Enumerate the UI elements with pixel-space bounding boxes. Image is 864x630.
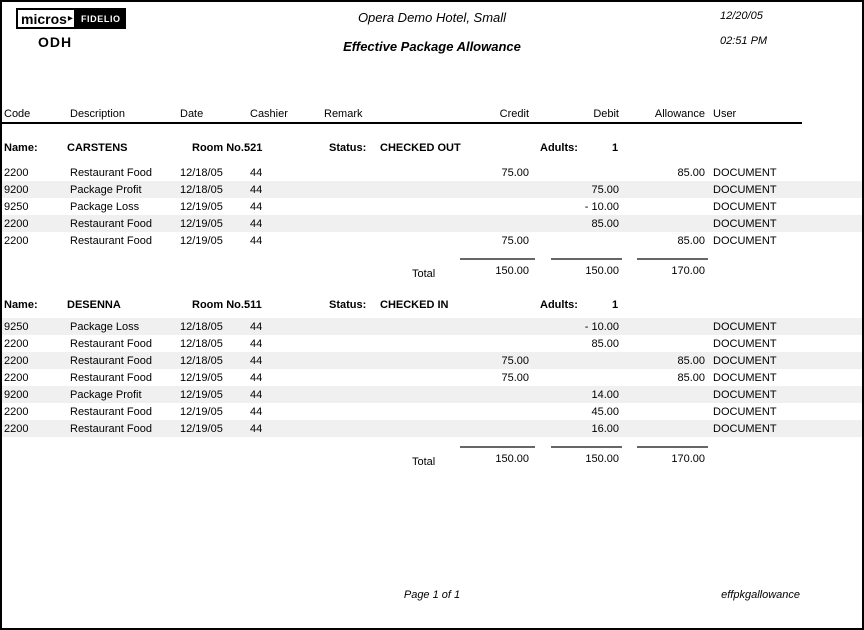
cell-debit: - 10.00 [584, 200, 619, 213]
cell-date: 12/18/05 [180, 320, 223, 333]
cell-description: Restaurant Food [70, 405, 152, 418]
cell-code: 9250 [4, 200, 29, 213]
cell-credit: 75.00 [501, 371, 529, 384]
column-header-row [2, 106, 862, 122]
total-credit: 150.00 [460, 258, 535, 277]
cell-cashier: 44 [250, 166, 263, 179]
report-title: Effective Package Allowance [343, 39, 521, 54]
cell-date: 12/18/05 [180, 183, 223, 196]
cell-cashier: 44 [250, 320, 263, 333]
cell-cashier: 44 [250, 354, 263, 367]
col-header-user: User [713, 108, 737, 120]
cell-date: 12/19/05 [180, 200, 223, 213]
table-row [2, 198, 862, 215]
group-total-row [2, 446, 862, 476]
cell-description: Restaurant Food [70, 217, 152, 230]
cell-user: DOCUMENT [713, 217, 777, 230]
cell-description: Package Profit [70, 183, 142, 196]
col-header-credit: Credit [499, 108, 529, 120]
table-row [2, 232, 862, 249]
report-time: 02:51 PM [720, 35, 768, 47]
table-row [2, 403, 862, 420]
col-header-debit: Debit [593, 108, 619, 120]
cell-user: DOCUMENT [713, 200, 777, 213]
col-header-remark: Remark [324, 108, 363, 120]
col-header-date: Date [180, 108, 204, 120]
cell-cashier: 44 [250, 371, 263, 384]
cell-description: Restaurant Food [70, 166, 152, 179]
cell-description: Restaurant Food [70, 354, 152, 367]
group-header [2, 140, 862, 157]
adults-label: Adults: [540, 142, 578, 154]
group-header [2, 297, 862, 314]
cell-date: 12/19/05 [180, 388, 223, 401]
cell-code: 9250 [4, 320, 29, 333]
cell-credit: 75.00 [501, 166, 529, 179]
cell-date: 12/19/05 [180, 422, 223, 435]
cell-user: DOCUMENT [713, 183, 777, 196]
cell-debit: 14.00 [591, 388, 619, 401]
total-allowance: 170.00 [637, 258, 708, 277]
cell-debit: - 10.00 [584, 320, 619, 333]
cell-cashier: 44 [250, 234, 263, 247]
cell-cashier: 44 [250, 422, 263, 435]
adults-value: 1 [612, 299, 619, 311]
col-header-description: Description [70, 108, 126, 120]
cell-date: 12/19/05 [180, 371, 223, 384]
status-value: CHECKED IN [380, 299, 449, 311]
guest-name: DESENNA [67, 299, 121, 311]
guest-name: CARSTENS [67, 142, 128, 154]
cell-description: Restaurant Food [70, 337, 152, 350]
fidelio-logo-text: FIDELIO [76, 8, 126, 29]
cell-user: DOCUMENT [713, 422, 777, 435]
cell-date: 12/18/05 [180, 337, 223, 350]
room-number: 521 [244, 142, 263, 154]
micros-label: micros [21, 10, 67, 27]
report-body [2, 132, 862, 476]
cell-description: Package Loss [70, 320, 140, 333]
total-debit: 150.00 [551, 258, 622, 277]
table-row [2, 318, 862, 335]
cell-debit: 85.00 [591, 217, 619, 230]
total-label: Total [412, 268, 436, 280]
cell-allowance: 85.00 [677, 166, 705, 179]
table-row [2, 420, 862, 437]
cell-allowance: 85.00 [677, 354, 705, 367]
cell-user: DOCUMENT [713, 388, 777, 401]
cell-code: 9200 [4, 388, 29, 401]
group-rows [2, 318, 862, 437]
cell-code: 2200 [4, 217, 29, 230]
room-label: Room No.: [192, 299, 248, 311]
col-header-code: Code [4, 108, 31, 120]
cell-debit: 75.00 [591, 183, 619, 196]
name-label: Name: [4, 142, 38, 154]
total-allowance: 170.00 [637, 446, 708, 465]
page-number: Page 1 of 1 [403, 589, 461, 601]
table-row [2, 335, 862, 352]
group-total-row [2, 258, 862, 288]
cell-debit: 16.00 [591, 422, 619, 435]
cell-debit: 45.00 [591, 405, 619, 418]
cell-debit: 85.00 [591, 337, 619, 350]
room-label: Room No.: [192, 142, 248, 154]
col-header-allowance: Allowance [654, 108, 705, 120]
table-row [2, 352, 862, 369]
table-row [2, 164, 862, 181]
cell-date: 12/18/05 [180, 166, 223, 179]
table-row [2, 181, 862, 198]
cell-code: 2200 [4, 422, 29, 435]
cell-cashier: 44 [250, 405, 263, 418]
cell-description: Package Profit [70, 388, 142, 401]
cell-user: DOCUMENT [713, 234, 777, 247]
cell-code: 9200 [4, 183, 29, 196]
cell-credit: 75.00 [501, 354, 529, 367]
cell-description: Package Loss [70, 200, 140, 213]
status-value: CHECKED OUT [380, 142, 461, 154]
cell-user: DOCUMENT [713, 405, 777, 418]
total-credit: 150.00 [460, 446, 535, 465]
report-code: effpkgallowance [721, 589, 800, 601]
cell-date: 12/19/05 [180, 405, 223, 418]
report-date: 12/20/05 [720, 10, 763, 22]
cell-cashier: 44 [250, 337, 263, 350]
cell-code: 2200 [4, 166, 29, 179]
cell-date: 12/18/05 [180, 354, 223, 367]
adults-value: 1 [612, 142, 619, 154]
hotel-name: Opera Demo Hotel, Small [357, 10, 507, 25]
cell-user: DOCUMENT [713, 166, 777, 179]
table-row [2, 369, 862, 386]
cell-credit: 75.00 [501, 234, 529, 247]
cell-date: 12/19/05 [180, 217, 223, 230]
cell-code: 2200 [4, 371, 29, 384]
cell-cashier: 44 [250, 388, 263, 401]
cell-cashier: 44 [250, 217, 263, 230]
room-number: 511 [244, 299, 262, 311]
header-rule [2, 122, 802, 124]
cell-code: 2200 [4, 405, 29, 418]
cell-code: 2200 [4, 337, 29, 350]
table-row [2, 386, 862, 403]
status-label: Status: [329, 299, 367, 311]
name-label: Name: [4, 299, 38, 311]
cell-user: DOCUMENT [713, 371, 777, 384]
cell-allowance: 85.00 [677, 371, 705, 384]
cell-code: 2200 [4, 354, 29, 367]
cell-user: DOCUMENT [713, 337, 777, 350]
total-label: Total [412, 456, 436, 468]
logo-arrow-icon: ▸ [67, 13, 73, 24]
cell-user: DOCUMENT [713, 320, 777, 333]
cell-description: Restaurant Food [70, 234, 152, 247]
status-label: Status: [329, 142, 367, 154]
cell-cashier: 44 [250, 200, 263, 213]
total-debit: 150.00 [551, 446, 622, 465]
cell-code: 2200 [4, 234, 29, 247]
table-row [2, 215, 862, 232]
cell-description: Restaurant Food [70, 422, 152, 435]
brand-code: ODH [38, 34, 73, 50]
cell-cashier: 44 [250, 183, 263, 196]
cell-allowance: 85.00 [677, 234, 705, 247]
col-header-cashier: Cashier [250, 108, 288, 120]
group-rows [2, 164, 862, 249]
cell-date: 12/19/05 [180, 234, 223, 247]
cell-user: DOCUMENT [713, 354, 777, 367]
cell-description: Restaurant Food [70, 371, 152, 384]
adults-label: Adults: [540, 299, 578, 311]
